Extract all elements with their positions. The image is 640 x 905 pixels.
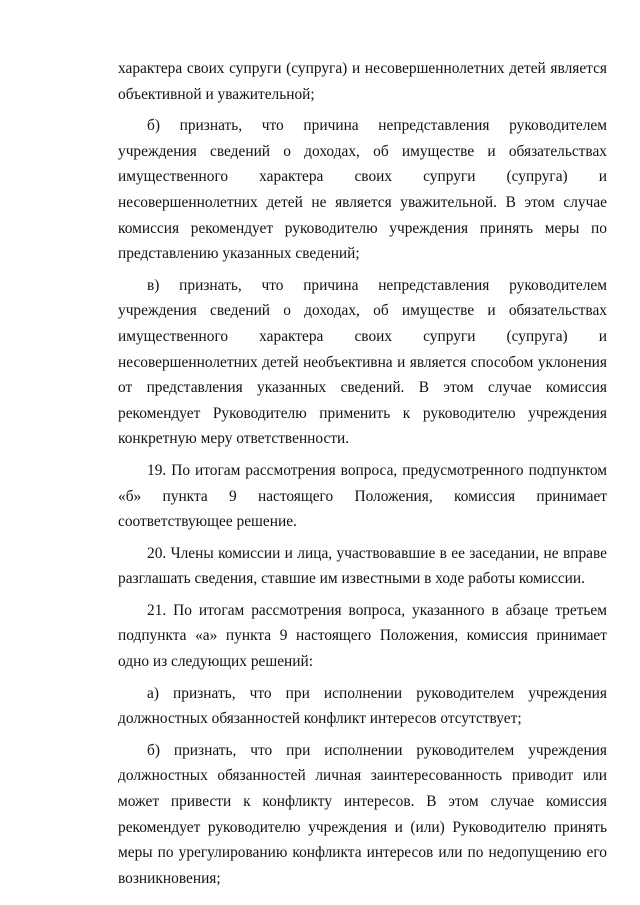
paragraph-21: 21. По итогам рассмотрения вопроса, указанного в абзаце третьем подпункта «а» пункта 9 настоящего Положения, комиссия принимает одно из следующих решений: — [118, 601, 607, 671]
paragraph-continuation: характера своих супруги (супруга) и несовершеннолетних детей является объективной и уважительной; — [118, 60, 607, 103]
paragraph-19: 19. По итогам рассмотрения вопроса, предусмотренного подпунктом «б» пункта 9 настоящего Положения, комиссия принимает соответствующее решение. — [118, 461, 607, 531]
paragraph-21-item-b: б) признать, что при исполнении руководителем учреждения должностных обязанностей личная заинтересованность приводит или может привести к конфликту интересов. В этом случае комиссия рекомендует руководителю учреждения и (или) Руководителю принять меры по урегулированию конфликта интересов или по недопущению его возникновения; — [118, 741, 607, 887]
paragraph-item-v: в) признать, что причина непредставления руководителем учреждения сведений о доходах, об имуществе и обязательствах имущественного характера своих супруги (супруга) и несовершеннолетних детей необъективна и является способом уклонения от представления указанных сведений. В этом случае комиссия рекомендует Руководителю применить к руководителю учреждения конкретную меру ответственности. — [118, 276, 607, 448]
paragraph-item-b: б) признать, что причина непредставления руководителем учреждения сведений о доходах, об имуществе и обязательствах имущественного характера своих супруги (супруга) и несовершеннолетних детей не является уважительной. В этом случае комиссия рекомендует руководителю учреждения принять меры по представлению указанных сведений; — [118, 117, 607, 263]
document-body — [118, 56, 607, 897]
paragraph-21-item-a: а) признать, что при исполнении руководителем учреждения должностных обязанностей конфликт интересов отсутствует; — [118, 684, 607, 728]
paragraph-20: 20. Члены комиссии и лица, участвовавшие в ее заседании, не вправе разглашать сведения, ставшие им известными в ходе работы комиссии. — [118, 544, 607, 588]
